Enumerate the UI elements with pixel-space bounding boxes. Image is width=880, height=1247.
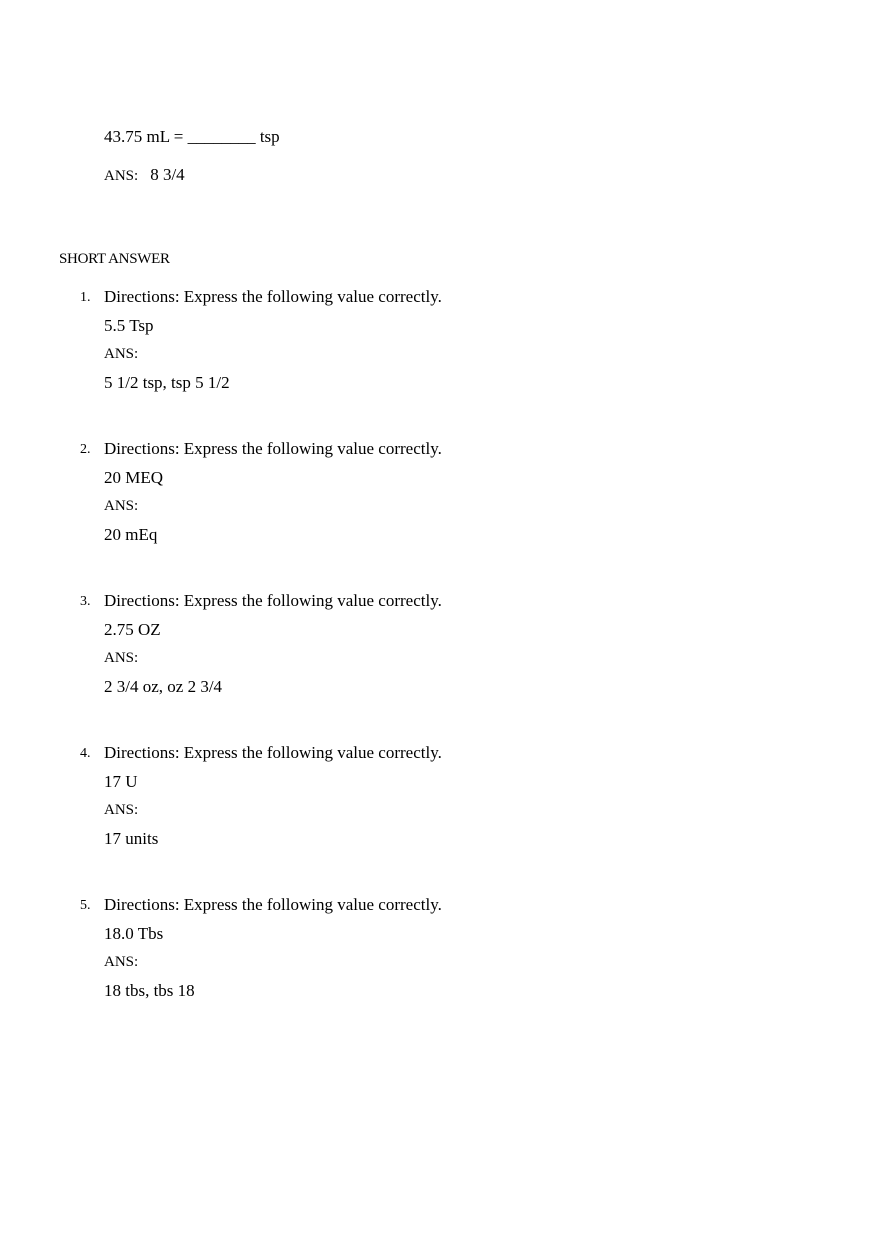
previous-answer-label: ANS: [104,168,139,184]
question-directions: Directions: Express the following value correctly. [104,287,442,306]
question-number: 4. [80,746,91,761]
answer-label: ANS: [104,954,139,970]
answer-value: 20 mEq [104,525,158,544]
question-number: 2. [80,442,91,457]
question-directions: Directions: Express the following value correctly. [104,439,442,458]
question-number: 1. [80,290,91,305]
question-directions: Directions: Express the following value correctly. [104,895,442,914]
question-value: 2.75 OZ [104,620,161,639]
question-value: 5.5 Tsp [104,316,154,335]
answer-value: 18 tbs, tbs 18 [104,981,195,1000]
answer-label: ANS: [104,346,139,362]
question-item [0,287,880,427]
question-directions: Directions: Express the following value correctly. [104,743,442,762]
answer-label: ANS: [104,650,139,666]
answer-label: ANS: [104,498,139,514]
previous-answer-row [104,165,185,185]
answer-value: 5 1/2 tsp, tsp 5 1/2 [104,373,230,392]
question-item [0,743,880,883]
question-number: 5. [80,898,91,913]
section-heading: SHORT ANSWER [59,251,170,267]
answer-value: 17 units [104,829,159,848]
question-item [0,439,880,579]
question-value: 20 MEQ [104,468,164,487]
previous-question-prompt: 43.75 mL = ________ tsp [104,127,280,146]
answer-value: 2 3/4 oz, oz 2 3/4 [104,677,223,696]
question-directions: Directions: Express the following value correctly. [104,591,442,610]
question-number: 3. [80,594,91,609]
question-value: 17 U [104,772,138,791]
answer-label: ANS: [104,802,139,818]
question-item [0,895,880,1035]
question-item [0,591,880,731]
previous-answer-value: 8 3/4 [150,165,185,184]
question-value: 18.0 Tbs [104,924,164,943]
